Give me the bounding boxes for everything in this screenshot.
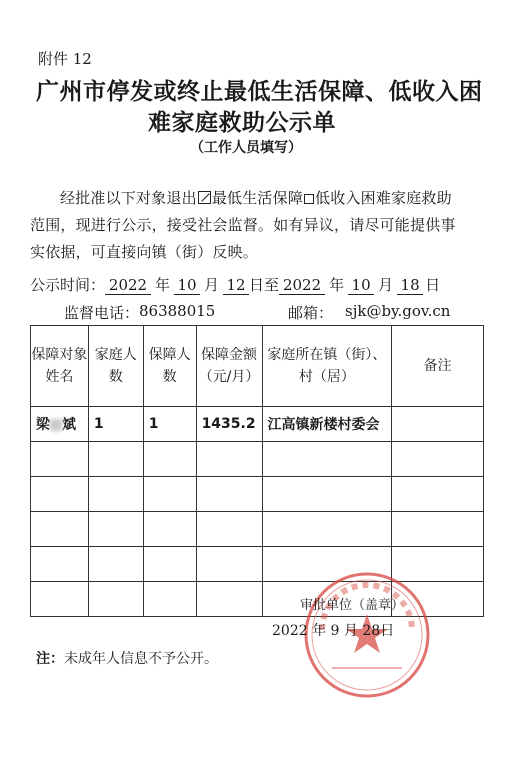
table-row-empty (31, 442, 484, 477)
empty-cell (88, 512, 143, 547)
header-name: 保障对象姓名 (31, 326, 89, 407)
table-row (31, 407, 484, 442)
name-last-char: 斌 (62, 417, 76, 433)
approval-month: 9 (330, 623, 340, 639)
notice-period (30, 274, 440, 295)
approval-year-char: 年 (312, 623, 327, 639)
email-address: sjk@by.gov.cn (345, 302, 451, 320)
cell-remark (392, 407, 484, 442)
header-family-size: 家庭人数 (88, 326, 143, 407)
start-year: 2022 (105, 277, 151, 295)
empty-cell (262, 442, 392, 477)
empty-cell (88, 477, 143, 512)
approval-day-char: 日 (380, 623, 395, 639)
empty-cell (392, 512, 484, 547)
approval-month-char: 月 (343, 623, 358, 639)
table-row-empty (31, 477, 484, 512)
empty-cell (143, 582, 196, 617)
empty-cell (31, 547, 89, 582)
header-amount: 保障金额（元/月） (196, 326, 262, 407)
empty-cell (392, 477, 484, 512)
empty-cell (196, 547, 262, 582)
empty-cell (143, 442, 196, 477)
empty-cell (196, 477, 262, 512)
cell-name (31, 407, 89, 442)
note-label: 注： (36, 651, 64, 667)
empty-cell (31, 477, 89, 512)
approval-unit: 审批单位（盖章） (300, 598, 405, 613)
empty-cell (31, 442, 89, 477)
attachment-label: 附件 12 (38, 50, 92, 68)
empty-cell (88, 442, 143, 477)
checkbox-min-living-checked (198, 191, 211, 204)
table-row-empty (31, 512, 484, 547)
footnote (36, 648, 218, 668)
empty-cell (143, 512, 196, 547)
email-label: 邮箱： (288, 304, 334, 322)
page-title: 广州市停发或终止最低生活保障、低收入困 (36, 79, 483, 105)
header-insured-count: 保障人数 (143, 326, 196, 407)
start-year-char: 年 (155, 276, 171, 294)
paragraph-option1: 最低生活保障 (211, 189, 304, 207)
approval-day: 28 (362, 623, 381, 639)
page-subtitle: （工作人员填写） (190, 140, 302, 156)
checkbox-low-income-unchecked (304, 194, 314, 204)
notice-paragraph (30, 185, 460, 266)
empty-cell (196, 442, 262, 477)
empty-cell (88, 582, 143, 617)
empty-cell (262, 512, 392, 547)
empty-cell (196, 582, 262, 617)
page-title-line2: 难家庭救助公示单 (148, 110, 336, 136)
end-month-char: 月 (378, 276, 394, 294)
end-year: 2022 (279, 277, 325, 295)
name-first-char: 梁 (36, 417, 50, 433)
end-day: 18 (397, 277, 423, 295)
cell-amount: 1435.2 (196, 407, 262, 442)
cell-insured-count: 1 (143, 407, 196, 442)
start-month: 10 (174, 277, 200, 295)
start-month-char: 月 (204, 276, 220, 294)
end-year-char: 年 (329, 276, 345, 294)
empty-cell (143, 477, 196, 512)
approval-date (272, 620, 394, 640)
empty-cell (88, 547, 143, 582)
cell-address: 江高镇新楼村委会 (262, 407, 392, 442)
end-month: 10 (348, 277, 374, 295)
cell-family-size: 1 (88, 407, 143, 442)
empty-cell (31, 512, 89, 547)
header-remark: 备注 (392, 326, 484, 407)
end-day-char: 日 (425, 276, 441, 294)
empty-cell (196, 512, 262, 547)
notice-period-label: 公示时间： (30, 276, 106, 294)
header-address: 家庭所在镇（街）、村（居） (262, 326, 392, 407)
paragraph-intro: 经批准以下对象退出 (60, 189, 197, 207)
to-text: 日至 (249, 276, 280, 294)
approval-year: 2022 (272, 623, 308, 639)
table-header-row (31, 326, 484, 407)
empty-cell (392, 442, 484, 477)
empty-cell (31, 582, 89, 617)
empty-cell (143, 547, 196, 582)
redacted-mark (50, 419, 62, 431)
note-text: 未成年人信息不予公开。 (64, 651, 218, 667)
empty-cell (262, 477, 392, 512)
phone-number: 86388015 (139, 302, 216, 320)
phone-label: 监督电话： (64, 304, 140, 322)
paragraph-option2: 低收入困难家庭救助范围，现进行公示，接受社会监督。如有异议，请尽可能提供事实依据，可直接向镇（街）反映。 (30, 189, 456, 261)
start-day: 12 (223, 277, 249, 295)
